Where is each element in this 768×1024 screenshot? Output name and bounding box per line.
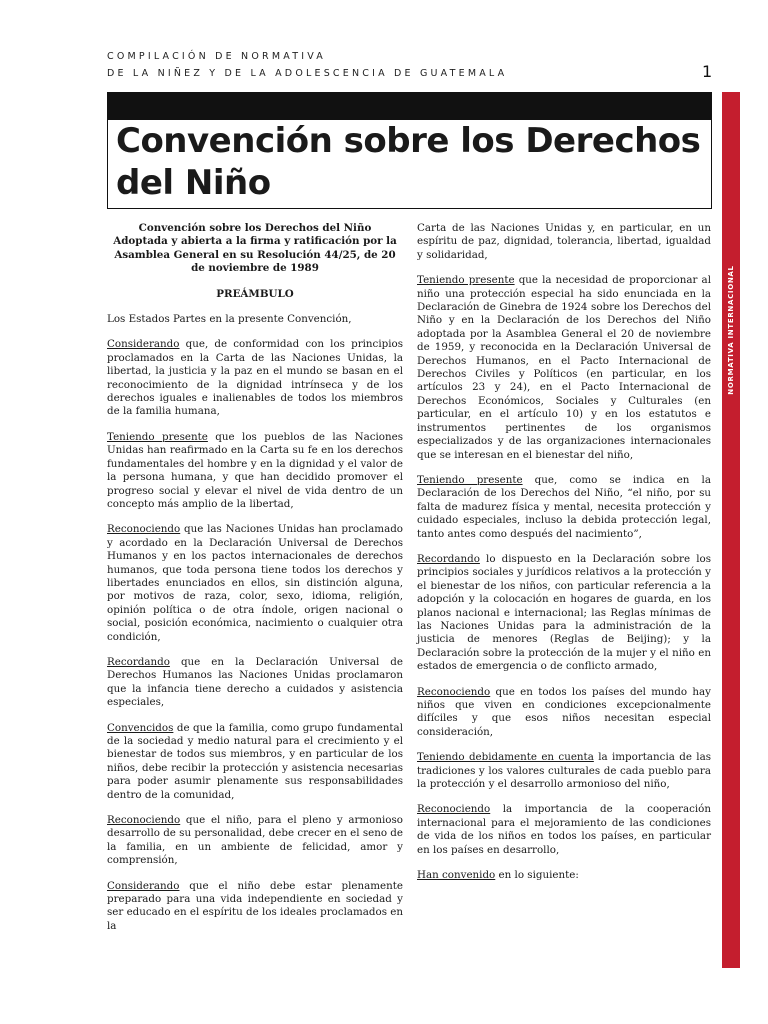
right-column (417, 222, 711, 894)
paragraph-lead: Reconociendo (107, 523, 181, 536)
page-title (116, 120, 700, 204)
opening-line: Los Estados Partes en la presente Convención, (107, 313, 352, 326)
intro-block (107, 222, 403, 276)
intro-title: Convención sobre los Derechos del Niño (138, 222, 372, 234)
paragraph-lead: Recordando (107, 655, 170, 668)
left-column (107, 222, 403, 945)
paragraph-lead: Considerando (107, 879, 180, 892)
title-box (107, 120, 712, 209)
paragraph-text: que, como se indica en la Declaración de los Derechos del Niño, “el niño, por su falta de madurez física y mental, necesita protección y cuidado especiales, incluso la debida protección legal, tanto antes como después del nacimiento”, (417, 473, 711, 540)
left-paragraph-1 (107, 338, 403, 418)
paragraph-lead: Han convenido (417, 869, 496, 882)
header-line-2: DE LA NIÑEZ Y DE LA ADOLESCENCIA DE GUATEMALA (107, 68, 508, 79)
title-line-2: del Niño (116, 163, 271, 203)
right-paragraph-3 (417, 553, 711, 674)
left-paragraph-7 (107, 880, 403, 934)
page-number: 1 (702, 62, 713, 81)
paragraph-lead: Convencidos (107, 721, 174, 734)
left-paragraph-4 (107, 656, 403, 710)
left-paragraph-2 (107, 431, 403, 511)
paragraph-text: la importancia de la cooperación internacional para el mejoramiento de las condiciones de vida de los niños en todos los países, en particular en los países en desarrollo, (417, 803, 711, 856)
paragraph-lead: Teniendo debidamente en cuenta (417, 751, 594, 764)
paragraph-text: lo dispuesto en la Declaración sobre los principios sociales y jurídicos relativos a la protección y el bienestar de los niños, con particular referencia a la adopción y la colocación en hogares de guarda, en los planos nacional e internacional; las Reglas mínimas de las Naciones Unidas para la administración de la justicia de menores (Reglas de Beijing); y la Declaración sobre la protección de la mujer y el niño en estados de emergencia o de conflicto armado, (417, 552, 711, 673)
right-paragraph-2 (417, 474, 711, 541)
title-bar (107, 92, 712, 120)
right-paragraph-1 (417, 274, 711, 462)
right-paragraph-7 (417, 869, 711, 882)
paragraph-text: que en todos los países del mundo hay niños que viven en condiciones excepcionalmente difíciles y que esos niños necesitan especial consideración, (417, 685, 711, 738)
paragraph-text: que los pueblos de las Naciones Unidas han reafirmado en la Carta su fe en los derechos fundamentales del hombre y en la dignidad y el valor de la persona humana, y que han decidido promover el progreso social y elevar el nivel de vida dentro de un concepto más amplio de la libertad, (107, 430, 403, 510)
left-paragraph-5 (107, 722, 403, 802)
side-tab-label: NORMATIVA INTERNACIONAL (727, 265, 735, 395)
header-line-1: COMPILACIÓN DE NORMATIVA (107, 51, 326, 62)
paragraph-text: que en la Declaración Universal de Derechos Humanos las Naciones Unidas proclamaron que la infancia tiene derecho a cuidados y asistencia especiales, (107, 655, 403, 709)
title-line-1: Convención sobre los Derechos (116, 121, 701, 161)
paragraph-text: que la necesidad de proporcionar al niño una protección especial ha sido enunciada en la Declaración de Ginebra de 1924 sobre los Derechos del Niño y en la Declaración de los Derechos del Niño adoptada por la Asamblea General el 20 de noviembre de 1959, y reconocida en la Declaración Universal de Derechos Humanos, en el Pacto Internacional de Derechos Civiles y Políticos (en particular, en los artículos 23 y 24), en el Pacto Internacional de Derechos Económicos, Sociales y Culturales (en particular, en el artículo 10) y en los estatutos e instrumentos pertinentes de los organismos especializados y de las organizaciones internacionales que se interesan en el bienestar del niño, (417, 274, 711, 461)
paragraph-lead: Reconociendo (417, 803, 491, 816)
paragraph-lead: Reconociendo (107, 814, 181, 827)
paragraph-lead: Reconociendo (417, 685, 491, 698)
paragraph-lead: Teniendo presente (417, 274, 515, 287)
preamble-heading: PREÁMBULO (216, 287, 294, 300)
paragraph-text: que las Naciones Unidas han proclamado y acordado en la Declaración Universal de Derechos Humanos y en los pactos internacionales de derechos humanos, que toda persona tiene todos los derechos y libertades enunciados en ellos, sin distinción alguna, por motivos de raza, color, sexo, idioma, religión, opinión política o de otra índole, origen nacional o social, posición económica, nacimiento o cualquier otra condición, (107, 523, 403, 643)
left-paragraph-6 (107, 814, 403, 868)
paragraph-text: que el niño, para el pleno y armonioso desarrollo de su personalidad, debe crecer en el seno de la familia, en un ambiente de felicidad, amor y comprensión, (107, 814, 403, 867)
right-continuation: Carta de las Naciones Unidas y, en particular, en un espíritu de paz, dignidad, tolerancia, libertad, igualdad y solidaridad, (417, 222, 711, 261)
paragraph-text: de que la familia, como grupo fundamental de la sociedad y medio natural para el crecimiento y el bienestar de todos sus miembros, y en particular de los niños, debe recibir la protección y asistencia necesarias para poder asumir plenamente sus responsabilidades dentro de la comunidad, (107, 721, 403, 801)
paragraph-text: en lo siguiente: (495, 869, 579, 882)
paragraph-text: que el niño debe estar plenamente preparado para una vida independiente en sociedad y ser educado en el espíritu de los ideales proclamados en la (107, 879, 403, 932)
paragraph-text: que, de conformidad con los principios proclamados en la Carta de las Naciones Unidas, la libertad, la justicia y la paz en el mundo se basan en el reconocimiento de la dignidad intrínseca y de los derechos iguales e inalienables de todos los miembros de la familia humana, (107, 338, 403, 418)
right-paragraph-5 (417, 751, 711, 791)
intro-subtitle: Adoptada y abierta a la firma y ratificación por la Asamblea General en su Resolución 44/25, de 20 de noviembre de 1989 (113, 235, 397, 275)
side-tab (722, 92, 740, 968)
paragraph-lead: Teniendo presente (107, 430, 208, 443)
paragraph-lead: Considerando (107, 338, 180, 351)
paragraph-text: la importancia de las tradiciones y los valores culturales de cada pueblo para la protección y el desarrollo armonioso del niño, (417, 751, 711, 791)
right-paragraph-6 (417, 803, 711, 857)
left-paragraph-3 (107, 523, 403, 644)
paragraph-lead: Teniendo presente (417, 473, 523, 486)
right-paragraph-4 (417, 686, 711, 740)
paragraph-lead: Recordando (417, 552, 480, 565)
